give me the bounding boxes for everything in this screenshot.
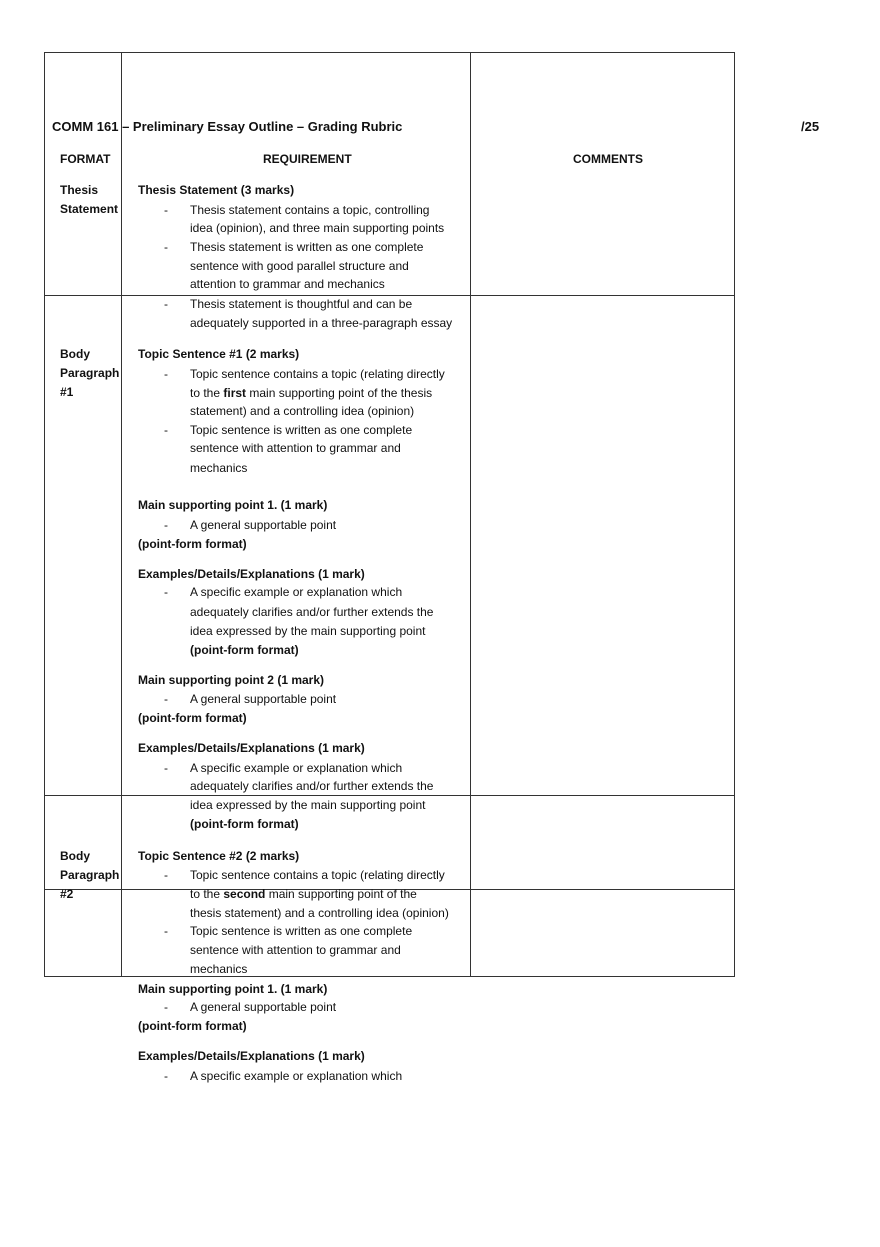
requirement-bullet-continuation: [190, 315, 452, 331]
bullet-dash: -: [164, 1000, 168, 1014]
text-segment: mechanics: [190, 962, 248, 976]
requirement-bullet: [190, 517, 336, 533]
requirement-bullet-continuation: [190, 403, 414, 419]
format-label-line: Thesis: [60, 183, 99, 197]
text-segment: Thesis statement is written as one complete: [190, 240, 424, 254]
requirement-bullet: [190, 923, 412, 939]
requirement-heading: [138, 182, 294, 198]
format-label-line: Paragraph: [60, 868, 120, 882]
requirement-bullet: [190, 1068, 402, 1084]
text-segment: attention to grammar and mechanics: [190, 277, 385, 291]
text-segment: sentence with attention to grammar and: [190, 943, 401, 957]
text-segment: statement) and a controlling idea (opinion): [190, 404, 415, 418]
requirement-heading: [138, 848, 299, 864]
text-segment: idea expressed by the main supporting point: [190, 624, 426, 638]
text-segment: Thesis statement contains a topic, controlling: [190, 203, 430, 217]
requirement-heading: [138, 566, 365, 582]
text-segment: main supporting point of the: [265, 887, 417, 901]
text-segment: Examples/Details/Explanations (1 mark): [138, 741, 365, 755]
header-comments: COMMENTS: [573, 152, 643, 166]
text-segment: (point-form format): [138, 537, 247, 551]
requirement-bullet-continuation: [190, 440, 401, 456]
text-segment: A specific example or explanation which: [190, 585, 403, 599]
text-segment: Topic sentence is written as one complete: [190, 924, 413, 938]
requirement-bullet-continuation: [190, 942, 401, 958]
text-segment: (point-form format): [138, 1019, 247, 1033]
document-title: COMM 161 – Preliminary Essay Outline – Grading Rubric: [52, 119, 403, 134]
text-segment: mechanics: [190, 461, 248, 475]
text-segment: Topic sentence is written as one complete: [190, 423, 413, 437]
header-format: FORMAT: [60, 152, 111, 166]
requirement-bullet: [190, 999, 336, 1015]
table-border-right: [734, 52, 735, 977]
header-requirement: REQUIREMENT: [263, 152, 352, 166]
requirement-bullet-continuation: [190, 623, 425, 639]
text-segment: sentence with good parallel structure and: [190, 259, 409, 273]
requirement-heading: [138, 1048, 365, 1064]
format-label-line: Body: [60, 849, 90, 863]
text-segment: sentence with attention to grammar and: [190, 441, 401, 455]
text-segment: thesis statement) and a controlling idea (opinion): [190, 906, 449, 920]
bullet-dash: -: [164, 868, 168, 882]
text-segment: (point-form format): [190, 643, 299, 657]
requirement-bullet-continuation: [190, 604, 433, 620]
bullet-dash: -: [164, 692, 168, 706]
requirement-bullet: [190, 202, 429, 218]
format-label-line: Body: [60, 347, 90, 361]
requirement-heading: [138, 981, 327, 997]
requirement-heading: [138, 497, 327, 513]
bullet-dash: -: [164, 924, 168, 938]
text-segment: Topic sentence contains a topic (relating directly: [190, 367, 445, 381]
requirement-bullet-continuation: [190, 905, 449, 921]
table-column-divider: [121, 52, 122, 977]
requirement-heading: [138, 346, 299, 362]
bullet-dash: -: [164, 240, 168, 254]
text-segment: A specific example or explanation which: [190, 761, 403, 775]
requirement-bullet-continuation: [190, 886, 417, 902]
requirement-bullet-continuation: [190, 961, 247, 977]
text-segment: Topic Sentence #2 (2 marks): [138, 849, 300, 863]
text-segment: A general supportable point: [190, 518, 337, 532]
text-segment: Topic sentence contains a topic (relating directly: [190, 868, 445, 882]
bullet-dash: -: [164, 761, 168, 775]
requirement-bullet-continuation: [190, 276, 385, 292]
requirement-bullet-continuation: [190, 642, 299, 658]
table-border-left: [44, 52, 45, 977]
requirement-bullet: [190, 422, 412, 438]
text-segment: (point-form format): [190, 817, 299, 831]
text-segment: to the: [190, 887, 224, 901]
text-segment: Thesis statement is thoughtful and can be: [190, 297, 413, 311]
bullet-dash: -: [164, 1069, 168, 1083]
table-row-divider: [44, 795, 735, 796]
bullet-dash: -: [164, 423, 168, 437]
text-segment: to the: [190, 386, 224, 400]
table-border-top: [44, 52, 735, 53]
requirement-heading: [138, 740, 365, 756]
bullet-dash: -: [164, 297, 168, 311]
bullet-dash: -: [164, 518, 168, 532]
table-column-divider: [470, 52, 471, 977]
text-segment: Main supporting point 2 (1 mark): [138, 673, 325, 687]
text-segment: idea (opinion), and three main supporting points: [190, 221, 445, 235]
requirement-bullet: [190, 760, 402, 776]
requirement-bullet-continuation: [190, 797, 425, 813]
bullet-dash: -: [164, 367, 168, 381]
format-label-line: #1: [60, 385, 74, 399]
total-score: /25: [801, 119, 820, 134]
text-segment: Topic Sentence #1 (2 marks): [138, 347, 300, 361]
requirement-bullet-continuation: [190, 220, 444, 236]
requirement-bullet-continuation: [190, 258, 409, 274]
text-segment: Main supporting point 1. (1 mark): [138, 982, 328, 996]
requirement-bullet-continuation: [190, 778, 433, 794]
text-segment: first: [223, 386, 247, 400]
requirement-heading: [138, 1018, 247, 1034]
text-segment: Main supporting point 1. (1 mark): [138, 498, 328, 512]
text-segment: A specific example or explanation which: [190, 1069, 403, 1083]
requirement-bullet: [190, 691, 336, 707]
format-label-line: Paragraph: [60, 366, 120, 380]
requirement-bullet-continuation: [190, 816, 299, 832]
text-segment: A general supportable point: [190, 1000, 337, 1014]
bullet-dash: -: [164, 203, 168, 217]
requirement-bullet: [190, 584, 402, 600]
format-label-line: Statement: [60, 202, 119, 216]
text-segment: main supporting point of the thesis: [246, 386, 433, 400]
text-segment: A general supportable point: [190, 692, 337, 706]
requirement-bullet: [190, 239, 423, 255]
requirement-bullet-continuation: [190, 460, 247, 476]
format-label-line: #2: [60, 887, 74, 901]
requirement-bullet-continuation: [190, 385, 432, 401]
requirement-heading: [138, 710, 247, 726]
requirement-heading: [138, 672, 324, 688]
text-segment: (point-form format): [138, 711, 247, 725]
text-segment: second: [223, 887, 266, 901]
text-segment: Examples/Details/Explanations (1 mark): [138, 1049, 365, 1063]
table-border-bottom: [44, 976, 735, 977]
text-segment: adequately supported in a three-paragraph essay: [190, 316, 453, 330]
text-segment: idea expressed by the main supporting point: [190, 798, 426, 812]
requirement-bullet: [190, 296, 412, 312]
text-segment: adequately clarifies and/or further extends the: [190, 605, 434, 619]
requirement-heading: [138, 536, 247, 552]
requirement-bullet: [190, 366, 445, 382]
requirement-bullet: [190, 867, 445, 883]
text-segment: adequately clarifies and/or further extends the: [190, 779, 434, 793]
bullet-dash: -: [164, 585, 168, 599]
text-segment: Examples/Details/Explanations (1 mark): [138, 567, 365, 581]
text-segment: Thesis Statement (3 marks): [138, 183, 295, 197]
